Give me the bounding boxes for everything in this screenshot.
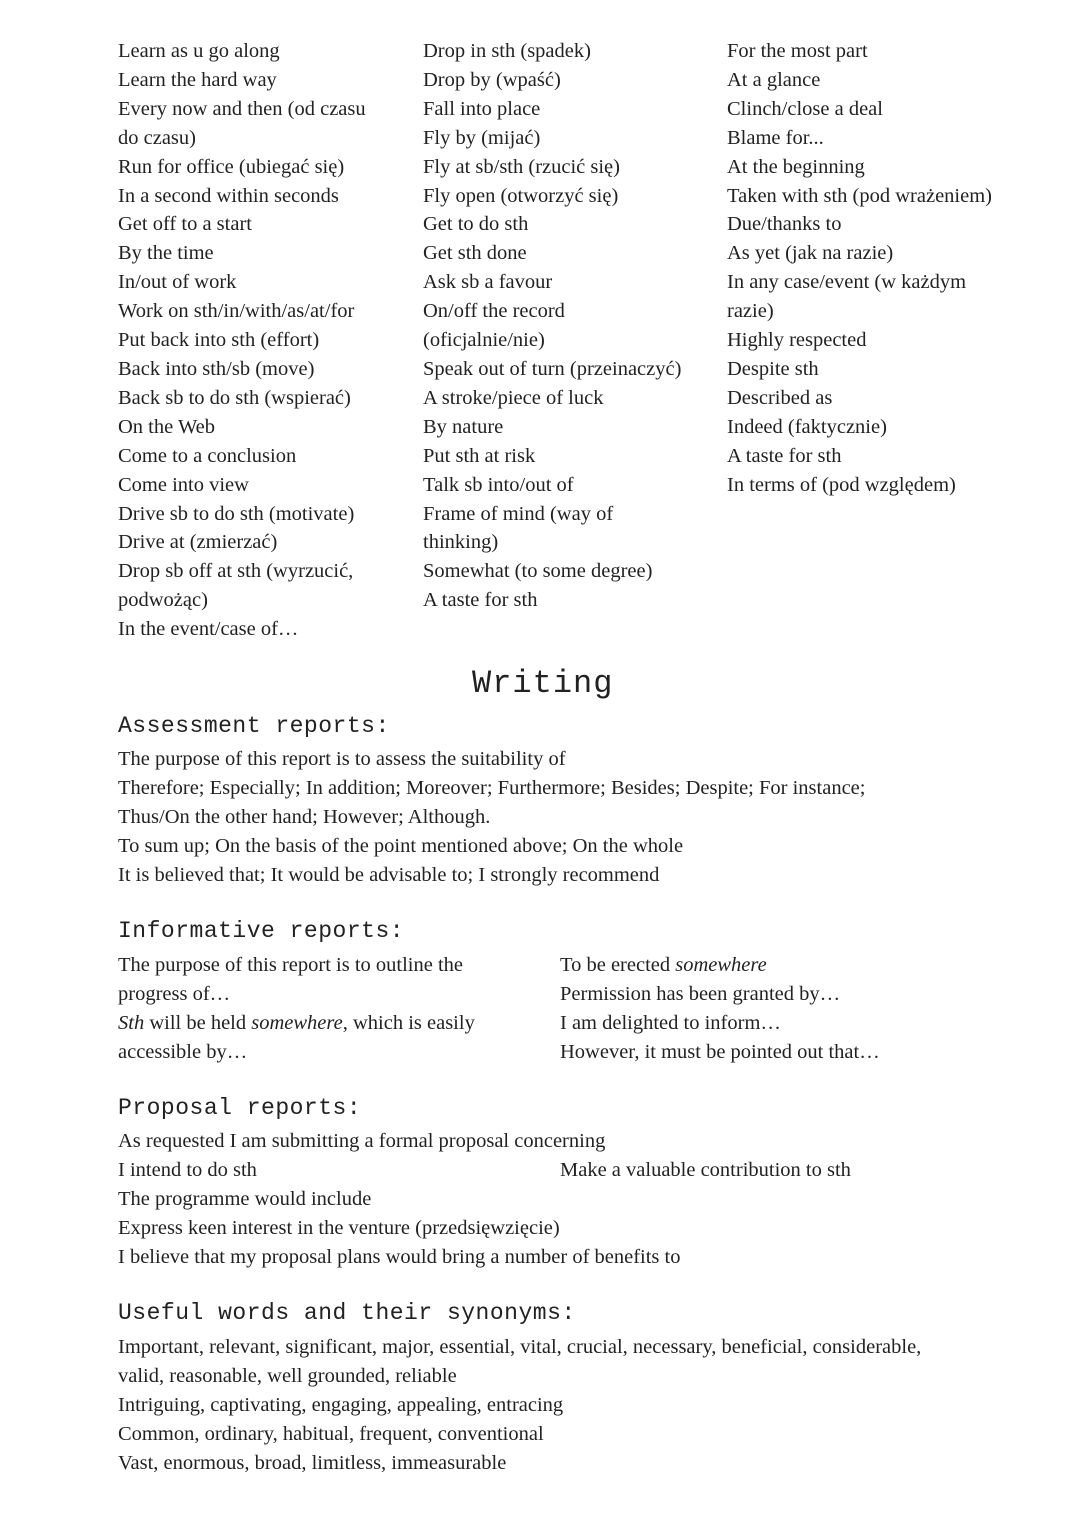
phrase-line: To sum up; On the basis of the point mentioned above; On the whole: [118, 834, 684, 857]
vocab-item: Taken with sth (pod wrażeniem): [727, 184, 992, 207]
proposal-phrase-right: Make a valuable contribution to sth: [560, 1159, 851, 1181]
vocab-column-1: [118, 37, 366, 644]
vocab-item: Get sth done: [423, 242, 527, 265]
phrase-line: [118, 1009, 475, 1038]
vocab-item: Every now and then (od czasu: [118, 97, 366, 120]
phrase-line: progress of…: [118, 982, 231, 1005]
vocab-item: A taste for sth: [423, 589, 538, 612]
vocab-item: Put back into sth (effort): [118, 329, 320, 352]
vocab-item: Drive at (zmierzać): [118, 531, 278, 554]
assessment-phrases: [118, 745, 865, 890]
vocab-item: By the time: [118, 242, 214, 265]
vocab-item: do czasu): [118, 126, 196, 149]
phrase-fragment: To be erected: [560, 954, 676, 976]
vocab-item: thinking): [423, 531, 499, 554]
vocab-item: Get to do sth: [423, 213, 529, 236]
vocab-item: Fall into place: [423, 97, 541, 120]
phrase-line: I believe that my proposal plans would bring a number of benefits to: [118, 1245, 681, 1268]
writing-title: Writing: [472, 665, 614, 702]
synonym-line: Intriguing, captivating, engaging, appealing, entracing: [118, 1393, 564, 1416]
phrase-line: I intend to do sth: [118, 1158, 257, 1181]
vocab-item: In/out of work: [118, 271, 237, 294]
informative-phrases-right: [560, 951, 880, 1067]
proposal-phrases: [118, 1127, 680, 1272]
informative-heading: Informative reports:: [118, 918, 405, 944]
vocab-item: Get off to a start: [118, 213, 252, 236]
vocab-item: Due/thanks to: [727, 213, 842, 236]
vocab-item: A stroke/piece of luck: [423, 386, 604, 409]
vocab-item: Work on sth/in/with/as/at/for: [118, 300, 355, 323]
phrase-line: Express keen interest in the venture (przedsięwzięcie): [118, 1216, 560, 1239]
synonym-line: valid, reasonable, well grounded, reliable: [118, 1364, 457, 1387]
vocab-item: At the beginning: [727, 155, 865, 178]
vocab-item: Drop by (wpaść): [423, 68, 561, 91]
synonym-line: Important, relevant, significant, major, essential, vital, crucial, necessary, beneficial, considerable,: [118, 1336, 922, 1358]
vocab-item: As yet (jak na razie): [727, 242, 894, 265]
vocab-item: Drive sb to do sth (motivate): [118, 502, 355, 525]
vocab-column-3: [727, 37, 992, 500]
synonym-line: Vast, enormous, broad, limitless, immeasurable: [118, 1451, 507, 1474]
synonym-line: Common, ordinary, habitual, frequent, conventional: [118, 1422, 544, 1445]
phrase-line: The programme would include: [118, 1187, 372, 1210]
proposal-heading: Proposal reports:: [118, 1095, 362, 1121]
vocab-item: (oficjalnie/nie): [423, 329, 545, 352]
phrase-line: As requested I am submitting a formal proposal concerning: [118, 1130, 606, 1152]
phrase-fragment: , which is easily: [342, 1011, 475, 1034]
vocab-item: Talk sb into/out of: [423, 473, 574, 496]
synonym-list: [118, 1333, 921, 1478]
informative-phrases-left: [118, 951, 475, 1067]
phrase-line: The purpose of this report is to outline the: [118, 954, 464, 976]
vocab-item: Learn the hard way: [118, 68, 277, 91]
vocab-column-2: [423, 37, 681, 615]
vocab-item: Ask sb a favour: [423, 271, 553, 294]
vocab-item: In any case/event (w każdym: [727, 271, 967, 294]
vocab-item: Drop sb off at sth (wyrzucić,: [118, 560, 354, 583]
vocab-item: At a glance: [727, 68, 821, 91]
vocab-item: A taste for sth: [727, 444, 842, 467]
vocab-item: Run for office (ubiegać się): [118, 155, 345, 178]
italic-word: Sth: [118, 1011, 145, 1034]
phrase-line: It is believed that; It would be advisable to; I strongly recommend: [118, 863, 660, 886]
phrase-line: I am delighted to inform…: [560, 1011, 781, 1034]
phrase-line: [560, 951, 880, 980]
vocab-item: Clinch/close a deal: [727, 97, 883, 120]
vocab-item: Fly open (otworzyć się): [423, 184, 619, 207]
italic-word: somewhere: [675, 954, 767, 976]
phrase-line: Permission has been granted by…: [560, 982, 841, 1005]
vocab-item: Put sth at risk: [423, 444, 536, 467]
phrase-line: accessible by…: [118, 1040, 248, 1063]
vocab-item: Come into view: [118, 473, 249, 496]
vocab-item: Despite sth: [727, 357, 819, 380]
vocab-item: Fly by (mijać): [423, 126, 541, 149]
vocab-item: podwożąc): [118, 589, 208, 612]
useful-words-heading: Useful words and their synonyms:: [118, 1300, 576, 1326]
vocab-item: Blame for...: [727, 126, 824, 149]
assessment-heading: Assessment reports:: [118, 713, 390, 739]
vocab-item: On the Web: [118, 415, 216, 438]
vocab-item: On/off the record: [423, 300, 565, 323]
vocab-item: Fly at sb/sth (rzucić się): [423, 155, 620, 178]
phrase-fragment: will be held: [144, 1011, 252, 1034]
vocab-item: In the event/case of…: [118, 618, 299, 641]
phrase-line: Thus/On the other hand; However; Although.: [118, 805, 491, 828]
vocab-item: Drop in sth (spadek): [423, 40, 591, 62]
vocab-item: In a second within seconds: [118, 184, 339, 207]
vocab-item: Somewhat (to some degree): [423, 560, 653, 583]
phrase-line: The purpose of this report is to assess the suitability of: [118, 748, 566, 770]
vocab-item: By nature: [423, 415, 504, 438]
vocab-item: Described as: [727, 386, 833, 409]
vocab-item: Speak out of turn (przeinaczyć): [423, 357, 682, 380]
italic-word: somewhere: [251, 1011, 343, 1034]
vocab-item: razie): [727, 300, 774, 323]
vocab-item: Come to a conclusion: [118, 444, 297, 467]
vocab-item: Learn as u go along: [118, 40, 280, 62]
vocab-item: In terms of (pod względem): [727, 473, 956, 496]
vocab-item: Back into sth/sb (move): [118, 357, 315, 380]
vocab-item: Highly respected: [727, 329, 867, 352]
vocab-item: For the most part: [727, 40, 868, 62]
vocab-item: Frame of mind (way of: [423, 502, 614, 525]
vocab-item: Indeed (faktycznie): [727, 415, 887, 438]
vocab-item: Back sb to do sth (wspierać): [118, 386, 351, 409]
phrase-line: Therefore; Especially; In addition; Moreover; Furthermore; Besides; Despite; For instance;: [118, 776, 866, 799]
phrase-line: However, it must be pointed out that…: [560, 1040, 880, 1063]
